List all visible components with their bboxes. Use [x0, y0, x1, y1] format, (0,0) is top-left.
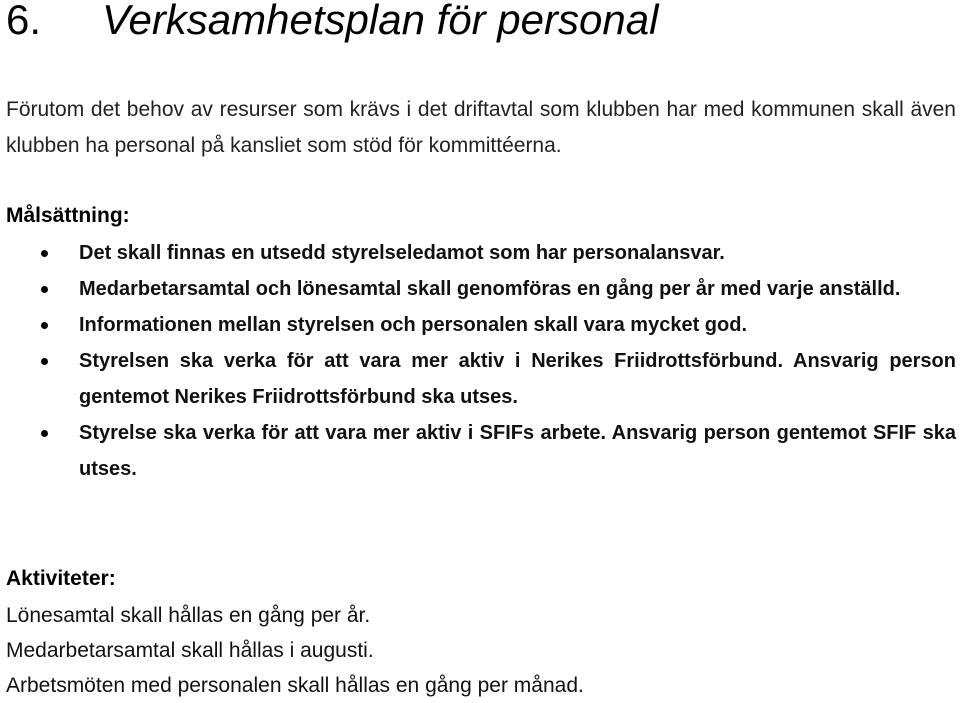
goal-item — [0, 343, 960, 415]
goal-item — [0, 307, 960, 343]
goals-list — [0, 235, 960, 487]
goal-text: Medarbetarsamtal och lönesamtal skall genomföras en gång per år med varje anställd. — [79, 278, 901, 300]
activity-item: Lönesamtal skall hållas en gång per år. — [6, 604, 371, 627]
goal-text: Det skall finnas en utsedd styrelseledamot som har personalansvar. — [79, 242, 725, 264]
bullet-icon — [41, 250, 48, 257]
goal-text: Styrelsen ska verka för att vara mer aktiv i Nerikes Friidrottsförbund. Ansvarig person gentemot Nerikes Friidrottsförbund ska utses. — [79, 350, 956, 408]
bullet-icon — [41, 322, 48, 329]
goal-item — [0, 271, 960, 307]
goal-text: Styrelse ska verka för att vara mer aktiv i SFIFs arbete. Ansvarig person gentemot SFIF ska utses. — [79, 422, 956, 480]
goal-item — [0, 415, 960, 487]
intro-paragraph: Förutom det behov av resurser som krävs i det driftavtal som klubben har med kommunen skall även klubben ha personal på kansliet som stöd för kommittéerna. — [6, 98, 956, 157]
goal-text: Informationen mellan styrelsen och personalen skall vara mycket god. — [79, 314, 748, 336]
activity-item: Arbetsmöten med personalen skall hållas en gång per månad. — [6, 674, 584, 697]
bullet-icon — [41, 286, 48, 293]
activities-label: Aktiviteter: — [6, 567, 116, 590]
section-number: 6. — [6, 0, 42, 43]
activity-item: Medarbetarsamtal skall hållas i augusti. — [6, 639, 374, 662]
bullet-icon — [41, 358, 48, 365]
section-heading — [6, 0, 658, 46]
section-title: Verksamhetsplan för personal — [102, 0, 659, 43]
goals-label: Målsättning: — [6, 204, 130, 227]
bullet-icon — [41, 430, 48, 437]
activities-list — [6, 598, 584, 703]
goal-item — [0, 235, 960, 271]
